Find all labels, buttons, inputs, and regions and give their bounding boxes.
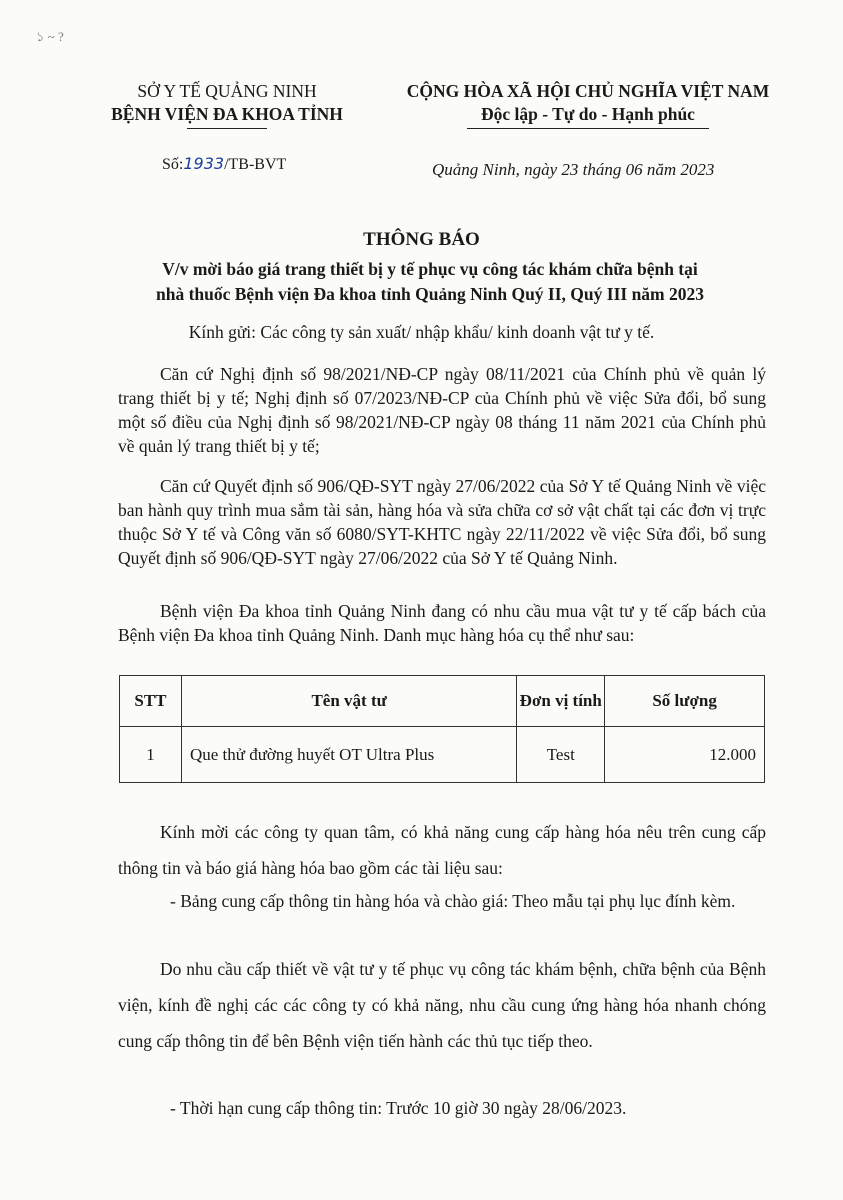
document-number-prefix: Số:	[162, 156, 184, 173]
col-header-stt: STT	[120, 676, 182, 727]
document-subtitle	[90, 257, 770, 307]
table-row	[120, 727, 765, 783]
col-header-name: Tên vật tư	[181, 676, 516, 727]
cell-quantity: 12.000	[605, 727, 765, 783]
paragraph-need: Bệnh viện Đa khoa tỉnh Quảng Ninh đang có nhu cầu mua vật tư y tế cấp bách của Bệnh viện Đa khoa tỉnh Quảng Ninh. Danh mục hàng hóa cụ thể như sau:	[118, 601, 766, 645]
document-number-suffix: /TB-BVT	[224, 156, 287, 173]
motto-underline	[467, 128, 709, 129]
paragraph-document-item: - Bảng cung cấp thông tin hàng hóa và chào giá: Theo mẫu tại phụ lục đính kèm.	[170, 891, 736, 911]
paragraph-legal-basis-1: Căn cứ Nghị định số 98/2021/NĐ-CP ngày 08/11/2021 của Chính phủ về quản lý trang thiết bị y tế; Nghị định số 07/2023/NĐ-CP của Chính phủ về việc Sửa đổi, bổ sung một số điều của Nghị định số 98/2021/NĐ-CP ngày 08 tháng 11 năm 2021 của Chính phủ về quản lý trang thiết bị y tế;	[118, 364, 766, 456]
corner-handwritten-mark: ১ ~ ?	[36, 29, 64, 44]
paragraph-legal-basis-2: Căn cứ Quyết định số 906/QĐ-SYT ngày 27/06/2022 của Sở Y tế Quảng Ninh về việc ban hành quy trình mua sắm tài sản, hàng hóa và sửa chữa cơ sở vật chất tại các đơn vị trực thuộc Sở Y tế và Công văn số 6080/SYT-KHTC ngày 22/11/2022 về việc Sửa đổi, bổ sung Quyết định số 906/QĐ-SYT ngày 27/06/2022 của Sở Y tế Quảng Ninh.	[118, 476, 766, 568]
cell-item-name: Que thử đường huyết OT Ultra Plus	[181, 727, 516, 783]
items-table	[119, 675, 765, 783]
cell-stt: 1	[120, 727, 182, 783]
subtitle-line-2: nhà thuốc Bệnh viện Đa khoa tỉnh Quảng Ninh Quý II, Quý III năm 2023	[155, 284, 705, 304]
issuer-underline	[187, 128, 267, 129]
paragraph-urgency: Do nhu cầu cấp thiết về vật tư y tế phục vụ công tác khám bệnh, chữa bệnh của Bệnh viện, kính đề nghị các các công ty có khả năng, nhu cầu cung ứng hàng hóa nhanh chóng cung cấp thông tin để bên Bệnh viện tiến hành các thủ tục tiếp theo.	[118, 959, 766, 1051]
col-header-unit: Đơn vị tính	[517, 676, 605, 727]
greeting: Kính gửi: Các công ty sản xuất/ nhập khẩu/ kinh doanh vật tư y tế.	[188, 322, 655, 342]
cell-unit: Test	[517, 727, 605, 783]
document-date: Quảng Ninh, ngày 23 tháng 06 năm 2023	[432, 160, 715, 179]
national-header	[388, 80, 788, 129]
subtitle-line-1: V/v mời báo giá trang thiết bị y tế phục vụ công tác khám chữa bệnh tại	[162, 259, 698, 279]
issuer-header	[98, 80, 356, 129]
table-header-row	[120, 676, 765, 727]
paragraph-invitation: Kính mời các công ty quan tâm, có khả năng cung cấp hàng hóa nêu trên cung cấp thông tin và báo giá hàng hóa bao gồm các tài liệu sau:	[118, 822, 766, 878]
national-name: CỘNG HÒA XÃ HỘI CHỦ NGHĨA VIỆT NAM	[406, 81, 770, 101]
issuer-hospital: BỆNH VIỆN ĐA KHOA TỈNH	[111, 104, 343, 124]
issuer-department: SỞ Y TẾ QUẢNG NINH	[137, 81, 317, 101]
col-header-quantity: Số lượng	[605, 676, 765, 727]
paragraph-deadline: - Thời hạn cung cấp thông tin: Trước 10 giờ 30 ngày 28/06/2023.	[170, 1098, 627, 1118]
document-title: THÔNG BÁO	[363, 229, 480, 250]
national-motto: Độc lập - Tự do - Hạnh phúc	[481, 104, 695, 124]
document-number	[162, 154, 286, 174]
document-number-handwritten: 1933	[183, 154, 225, 173]
